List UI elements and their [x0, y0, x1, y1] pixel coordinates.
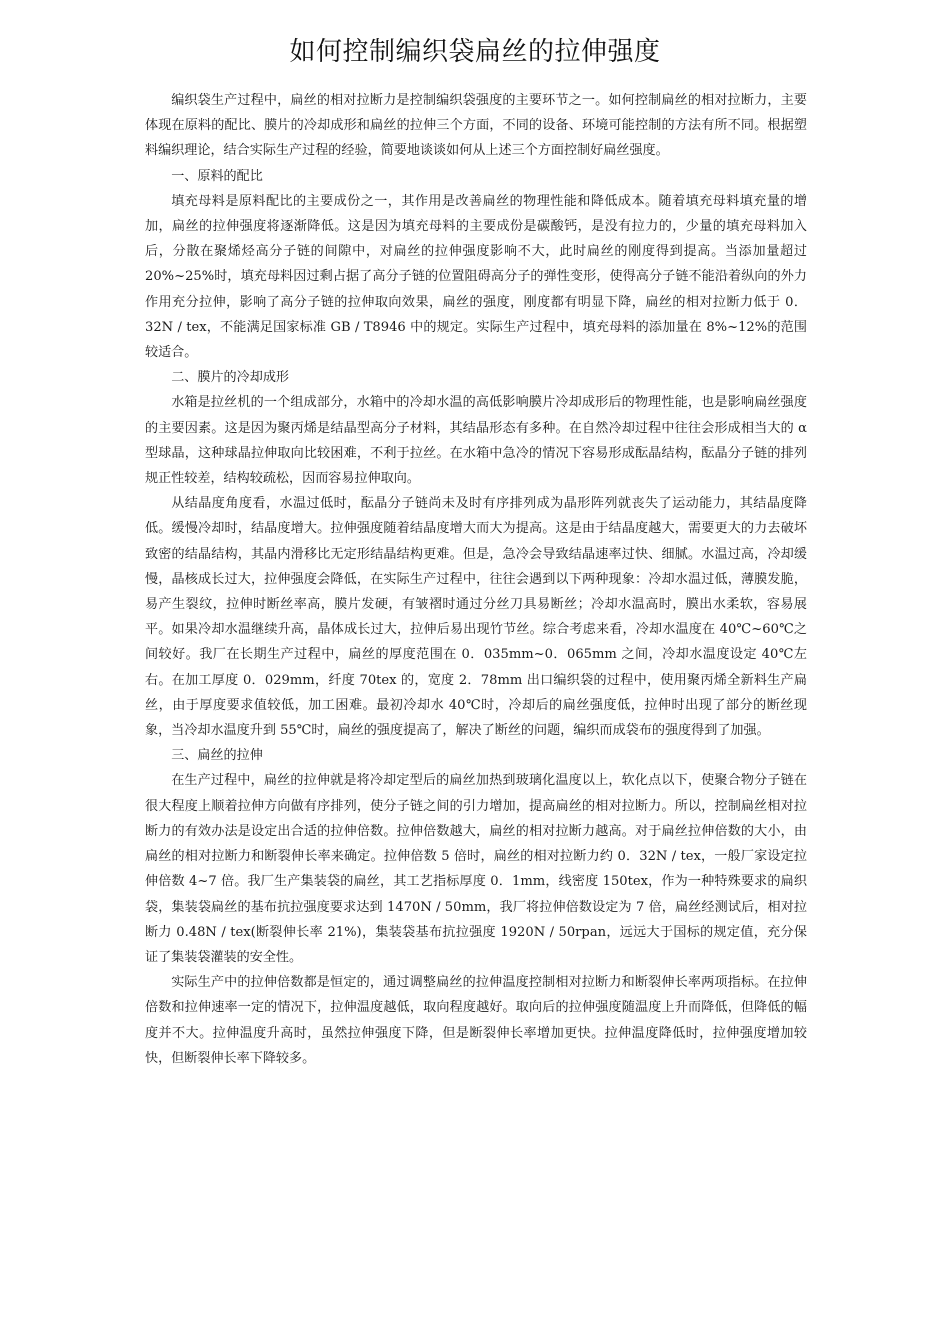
- section-heading-stretching: 三、扁丝的拉伸: [171, 748, 263, 764]
- body-paragraph: 水箱是拉丝机的一个组成部分，水箱中的冷却水温的高低影响膜片冷却成形后的物理性能，也是影响扁丝强度的主要因素。这是因为聚丙烯是结晶型高分子材料，其结晶形态有多种。在自然冷却过程中往往会形成相当大的 α 型球晶，这种球晶拉伸取向比较困难，不利于拉丝。在水箱中急冷的情况下容易形成酝晶结构，酝晶分子链的排列规正性较差，结构较疏松，因而容易拉伸取向。: [145, 395, 807, 487]
- section-heading-cooling: 二、膜片的冷却成形: [171, 370, 290, 386]
- body-paragraph: 从结晶度角度看，水温过低时，酝晶分子链尚未及时有序排列成为晶形阵列就丧失了运动能力，其结晶度降低。缓慢冷却时，结晶度增大。拉伸强度随着结晶度增大而大为提高。这是由于结晶度越大，需要更大的力去破坏致密的结晶结构，其晶内滑移比无定形结晶结构更难。但是，急冷会导致结晶速率过快、细腻。水温过高，冷却缓慢，晶核成长过大，拉伸强度会降低，在实际生产过程中，往往会遇到以下两种现象：冷却水温过低，薄膜发脆，易产生裂纹，拉伸时断丝率高，膜片发硬，有皱褶时通过分丝刀具易断丝；冷却水温高时，膜出水柔软，容易展平。如果冷却水温继续升高，晶体成长过大，拉伸后易出现竹节丝。综合考虑来看，冷却水温度在 40℃~60℃之间较好。我厂在长期生产过程中，扁丝的厚度范围在 0．035mm~0．065mm 之间，冷却水温度设定 40℃左右。在加工厚度 0．029mm，纤度 70tex 的，宽度 2．78mm 出口编织袋的过程中，使用聚丙烯全新料生产扁丝，由于厚度要求值较低，加工困难。最初冷却水 40℃时，冷却后的扁丝强度低，拉伸时出现了部分的断丝现象，当冷却水温度升到 55℃时，扁丝的强度提高了，解决了断丝的问题，编织而成袋布的强度得到了加强。: [145, 496, 807, 739]
- intro-paragraph: 编织袋生产过程中，扁丝的相对拉断力是控制编织袋强度的主要环节之一。如何控制扁丝的相对拉断力，主要体现在原料的配比、膜片的冷却成形和扁丝的拉伸三个方面，不同的设备、环境可能控制的方法有所不同。根据塑料编织理论，结合实际生产过程的经验，简要地谈谈如何从上述三个方面控制好扁丝强度。: [145, 93, 807, 159]
- document-body: [145, 88, 807, 1071]
- body-paragraph: 在生产过程中，扁丝的拉伸就是将冷却定型后的扁丝加热到玻璃化温度以上，软化点以下，使聚合物分子链在很大程度上顺着拉伸方向做有序排列，使分子链之间的引力增加，提高扁丝的相对拉断力。所以，控制扁丝相对拉断力的有效办法是设定出合适的拉伸倍数。拉伸倍数越大，扁丝的相对拉断力越高。对于扁丝拉伸倍数的大小，由扁丝的相对拉断力和断裂伸长率来确定。拉伸倍数 5 倍时，扁丝的相对拉断力约 0．32N / tex，一般厂家设定拉伸倍数 4~7 倍。我厂生产集装袋的扁丝，其工艺指标厚度 0．1mm，线密度 150tex，作为一种特殊要求的扁织袋，集装袋扁丝的基布抗拉强度要求达到 1470N / 50mm，我厂将拉伸倍数设定为 7 倍，扁丝经测试后，相对拉断力 0.48N / tex(断裂伸长率 21%)，集装袋基布抗拉强度 1920N / 50rpan，远远大于国标的规定值，充分保证了集装袋灌装的安全性。: [145, 773, 807, 965]
- section-heading-materials: 一、原料的配比: [171, 168, 263, 184]
- body-paragraph: 填充母料是原料配比的主要成份之一，其作用是改善扁丝的物理性能和降低成本。随着填充母料填充量的增加，扁丝的拉伸强度将逐渐降低。这是因为填充母料的主要成份是碳酸钙，是没有拉力的，少量的填充母料加入后，分散在聚烯烃高分子链的间隙中，对扁丝的拉伸强度影响不大，此时扁丝的刚度得到提高。当添加量超过 20%~25%时，填充母料因过剩占据了高分子链的位置阻碍高分子的弹性变形，使得高分子链不能沿着纵向的外力作用充分拉伸，影响了高分子链的拉伸取向效果，扁丝的强度，刚度都有明显下降，扁丝的相对拉断力低于 0．32N / tex，不能满足国家标准 GB / T8946 中的规定。实际生产过程中，填充母料的添加量在 8%~12%的范围较适合。: [145, 193, 807, 361]
- body-paragraph: 实际生产中的拉伸倍数都是恒定的，通过调整扁丝的拉伸温度控制相对拉断力和断裂伸长率两项指标。在拉伸倍数和拉伸速率一定的情况下，拉伸温度越低，取向程度越好。取向后的拉伸强度随温度上升而降低，但降低的幅度并不大。拉伸温度升高时，虽然拉伸强度下降，但是断裂伸长率增加更快。拉伸温度降低时，拉伸强度增加较快，但断裂伸长率下降较多。: [145, 975, 807, 1066]
- document-title: 如何控制编织袋扁丝的拉伸强度: [289, 37, 661, 67]
